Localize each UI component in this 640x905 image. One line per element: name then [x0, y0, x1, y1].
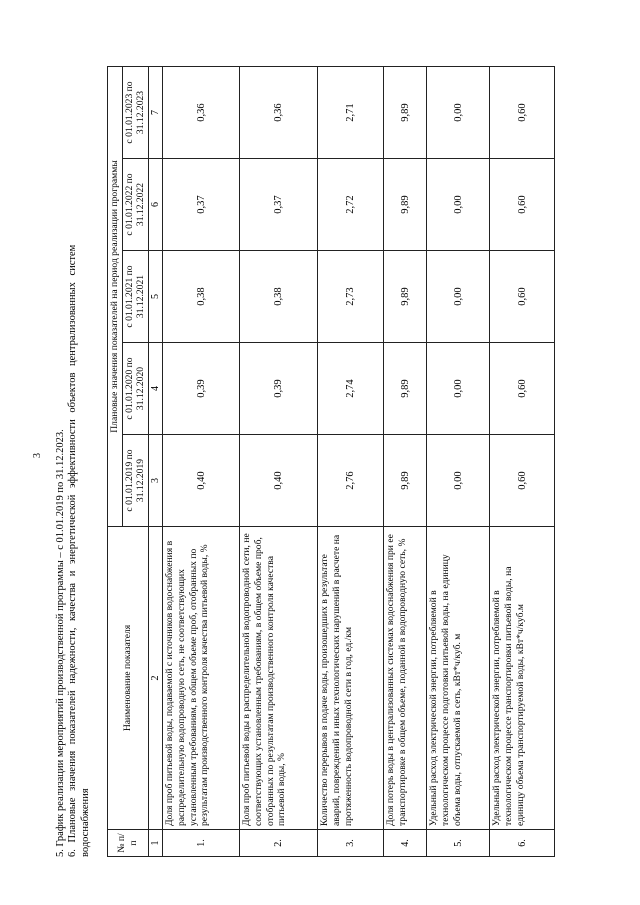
indicators-table	[107, 66, 555, 857]
col-number: 7	[148, 66, 163, 158]
row-number: 1.	[163, 830, 240, 857]
row-number: 3.	[318, 830, 384, 857]
indicator-value: 0,00	[427, 343, 490, 435]
indicator-name: Доля потерь воды в централизованных системах водоснабжения при ее транспортировке в общем объеме, поданной в водопроводную сеть, %	[384, 527, 427, 830]
indicator-value: 0,60	[490, 251, 555, 343]
indicator-value: 0,37	[163, 159, 240, 251]
indicator-value: 0,36	[240, 66, 318, 158]
indicator-value: 0,39	[240, 343, 318, 435]
indicator-value: 2,73	[318, 251, 384, 343]
header-num: № п/п	[108, 830, 149, 857]
indicator-name: Доля проб питьевой воды в распределительной водопроводной сети, не соответствующих установленным требованиям, в общем объеме проб, отобранных по результатам производственного контроля качества питьевой воды, %	[240, 527, 318, 830]
row-number: 2.	[240, 830, 318, 857]
indicator-value: 2,74	[318, 343, 384, 435]
table-row	[427, 66, 490, 856]
indicator-name: Удельный расход электрической энергии, потребляемой в технологическом процессе транспортировки питьевой воды, на единицу объема транспортируемой воды, кВт*ч/куб.м	[490, 527, 555, 830]
indicator-value: 0,37	[240, 159, 318, 251]
header-period: с 01.01.2021 по 31.12.2021	[122, 251, 148, 343]
section-5-line: 5. График реализации мероприятий производственной программы – с 01.01.2019 по 31.12.2023.	[55, 429, 66, 857]
indicator-value: 0,00	[427, 435, 490, 527]
col-number: 2	[148, 527, 163, 830]
indicator-value: 0,39	[163, 343, 240, 435]
header-name: Наименование показателя	[108, 527, 149, 830]
indicator-name: Доля проб питьевой воды, подаваемой с источников водоснабжения в распределительную водопроводную сеть, не соответствующих установленным требованиям, в общем объеме проб, отобранных по результатам производственного контроля качества питьевой воды, %	[163, 527, 240, 830]
indicator-value: 0,38	[163, 251, 240, 343]
header-group: Плановые значения показателей на период реализации программы	[108, 66, 123, 526]
indicator-value: 2,76	[318, 435, 384, 527]
indicator-value: 0,60	[490, 435, 555, 527]
indicator-value: 0,60	[490, 66, 555, 158]
col-number: 6	[148, 159, 163, 251]
indicator-value: 2,72	[318, 159, 384, 251]
indicator-value: 0,00	[427, 159, 490, 251]
header-period: с 01.01.2019 по 31.12.2019	[122, 435, 148, 527]
header-period: с 01.01.2022 по 31.12.2022	[122, 159, 148, 251]
indicator-value: 0,38	[240, 251, 318, 343]
indicator-value: 9,89	[384, 251, 427, 343]
section-6-continuation: водоснабжения	[80, 788, 91, 857]
col-number: 3	[148, 435, 163, 527]
indicator-value: 0,00	[427, 251, 490, 343]
column-number-row	[148, 66, 163, 856]
indicator-name: Удельный расход электрической энергии, потребляемой в технологическом процессе подготовки питьевой воды, на единицу объема воды, отпускаемой в сеть, кВт*ч/куб. м	[427, 527, 490, 830]
indicator-value: 0,60	[490, 343, 555, 435]
section-6-line: 6. Плановые значения показателей надежности, качества и энергетической эффективности объектов централизованных систем	[67, 244, 78, 857]
indicator-value: 0,60	[490, 159, 555, 251]
header-period: с 01.01.2023 по 31.12.2023	[122, 66, 148, 158]
row-number: 6.	[490, 830, 555, 857]
indicator-value: 9,89	[384, 159, 427, 251]
indicator-value: 9,89	[384, 435, 427, 527]
indicator-value: 9,89	[384, 66, 427, 158]
indicator-name: Количество перерывов в подаче воды, произошедших в результате аварий, повреждений и иных технологических нарушений в расчете на протяженность водопроводной сети в год, ед./км	[318, 527, 384, 830]
table-row	[384, 66, 427, 856]
indicator-value: 2,71	[318, 66, 384, 158]
indicator-value: 0,40	[240, 435, 318, 527]
header-period: с 01.01.2020 по 31.12.2020	[122, 343, 148, 435]
page-number: 3	[32, 453, 43, 458]
table-row	[490, 66, 555, 856]
row-number: 5.	[427, 830, 490, 857]
col-number: 4	[148, 343, 163, 435]
table-row	[318, 66, 384, 856]
indicator-value: 0,40	[163, 435, 240, 527]
col-number: 5	[148, 251, 163, 343]
indicator-value: 0,00	[427, 66, 490, 158]
col-number: 1	[148, 830, 163, 857]
row-number: 4.	[384, 830, 427, 857]
header-row-group	[108, 66, 123, 856]
indicator-value: 0,36	[163, 66, 240, 158]
indicator-value: 9,89	[384, 343, 427, 435]
table-row	[240, 66, 318, 856]
table-row	[163, 66, 240, 856]
